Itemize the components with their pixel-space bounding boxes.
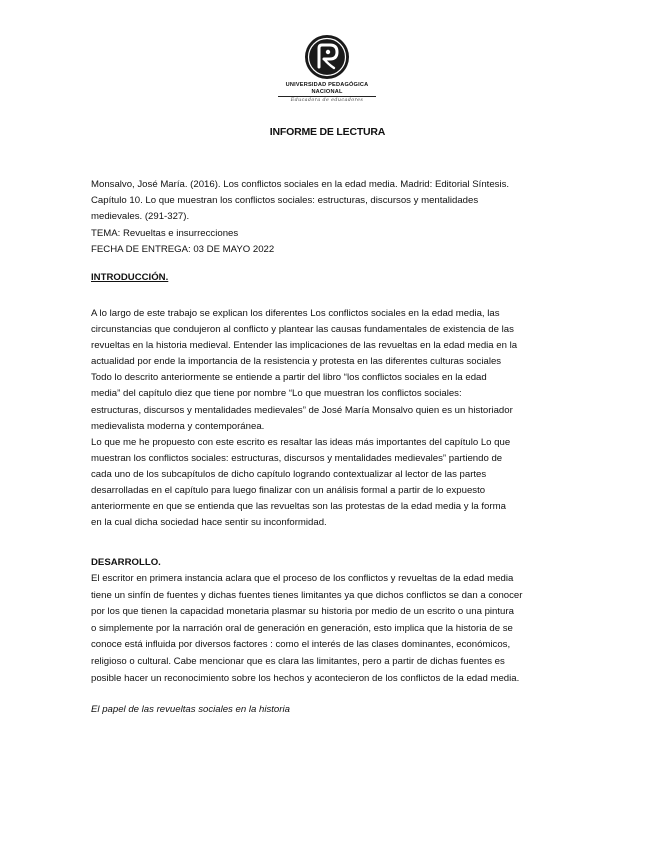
paragraph-line: posible hacer un reconocimiento sobre los hechos y acontecieron de los conflictos de la edad media. [91, 672, 520, 684]
tema-line: TEMA: Revueltas e insurrecciones [91, 227, 239, 239]
paragraph-line: conoce está influida por diversos factores : como el interés de las clases dominantes, económicos, [91, 639, 511, 651]
paragraph-line: A lo largo de este trabajo se explican los diferentes Los conflictos sociales en la edad media, las [91, 308, 500, 319]
fecha-line: FECHA DE ENTREGA: 03 DE MAYO 2022 [91, 243, 275, 255]
university-seal-icon [304, 34, 350, 80]
citation-line: medievales. (291-327). [91, 211, 190, 223]
logo-divider [278, 96, 376, 97]
paragraph-line: estructuras, discursos y mentalidades medievales” de José María Monsalvo quien es un historiador [91, 404, 513, 416]
paragraph-line: El escritor en primera instancia aclara que el proceso de los conflictos y revueltas de la edad media [91, 573, 514, 584]
paragraph-line: o simplemente por la narración oral de generación en generación, esto implica que la historia de se [91, 622, 513, 634]
paragraph-line: religioso o cultural. Cabe mencionar que es clara las limitantes, pero a partir de dichas fuentes es [91, 655, 505, 667]
paragraph-line: tiene un sinfín de fuentes y dichas fuentes tienes limitantes ya que dichos conflictos se dan a conocer [91, 589, 523, 601]
section-subtitle: El papel de las revueltas sociales en la historia [91, 704, 290, 715]
university-logo [272, 34, 382, 114]
logo-university-name: UNIVERSIDAD PEDAGÓGICA NACIONAL [285, 82, 369, 95]
desarrollo-body [91, 571, 565, 687]
logo-motto: Educadora de educadores [290, 98, 364, 103]
desarrollo-heading: DESARROLLO. [91, 557, 161, 568]
paragraph-line: cada uno de los subcapítulos de dicho capítulo logrando contextualizar al lector de las partes [91, 468, 487, 480]
document-title: INFORME DE LECTURA [269, 126, 386, 138]
paragraph-line: Todo lo descrito anteriormente se entiende a partir del libro “los conflictos sociales en la edad [91, 372, 487, 384]
paragraph-line: anteriormente en que se entienda que las revueltas son las protestas de la edad media y la forma [91, 501, 506, 513]
citation-line: Monsalvo, José María. (2016). Los conflictos sociales en la edad media. Madrid: Editorial Síntesis. [91, 179, 510, 190]
paragraph-line: actualidad por ende la importancia de la resistencia y protesta en las diferentes culturas sociales [91, 356, 502, 368]
paragraph-line: Lo que me he propuesto con este escrito es resaltar las ideas más importantes del capítulo Lo que [91, 436, 511, 448]
reference-block [91, 177, 565, 258]
citation-line: Capítulo 10. Lo que muestran los conflictos sociales: estructuras, discursos y mentalidades [91, 195, 479, 207]
paragraph-line: desarrolladas en el capítulo para luego finalizar con un análisis formal a partir de lo expuesto [91, 485, 486, 497]
introduccion-body [91, 306, 565, 531]
paragraph-line: en la cual dicha sociedad hace sentir su inconformidad. [91, 517, 327, 529]
paragraph-line: media” del capítulo diez que tiene por nombre “Lo que muestran los conflictos sociales: [91, 388, 462, 400]
paragraph-line: por los que tienen la capacidad monetaria plasmar su historia por medio de un escrito o una pintura [91, 606, 514, 618]
paragraph-line: circunstancias que condujeron al conflicto y plantear las causas fundamentales de existencia de las [91, 324, 514, 336]
paragraph-line: medievalista moderna y contemporánea. [91, 420, 265, 432]
introduccion-heading: INTRODUCCIÓN. [91, 272, 169, 283]
paragraph-line: revueltas en la historia medieval. Entender las implicaciones de las revueltas en la edad media en la [91, 340, 518, 352]
paragraph-line: muestran los conflictos sociales: estructuras, discursos y mentalidades medievales” partiendo de [91, 452, 503, 464]
